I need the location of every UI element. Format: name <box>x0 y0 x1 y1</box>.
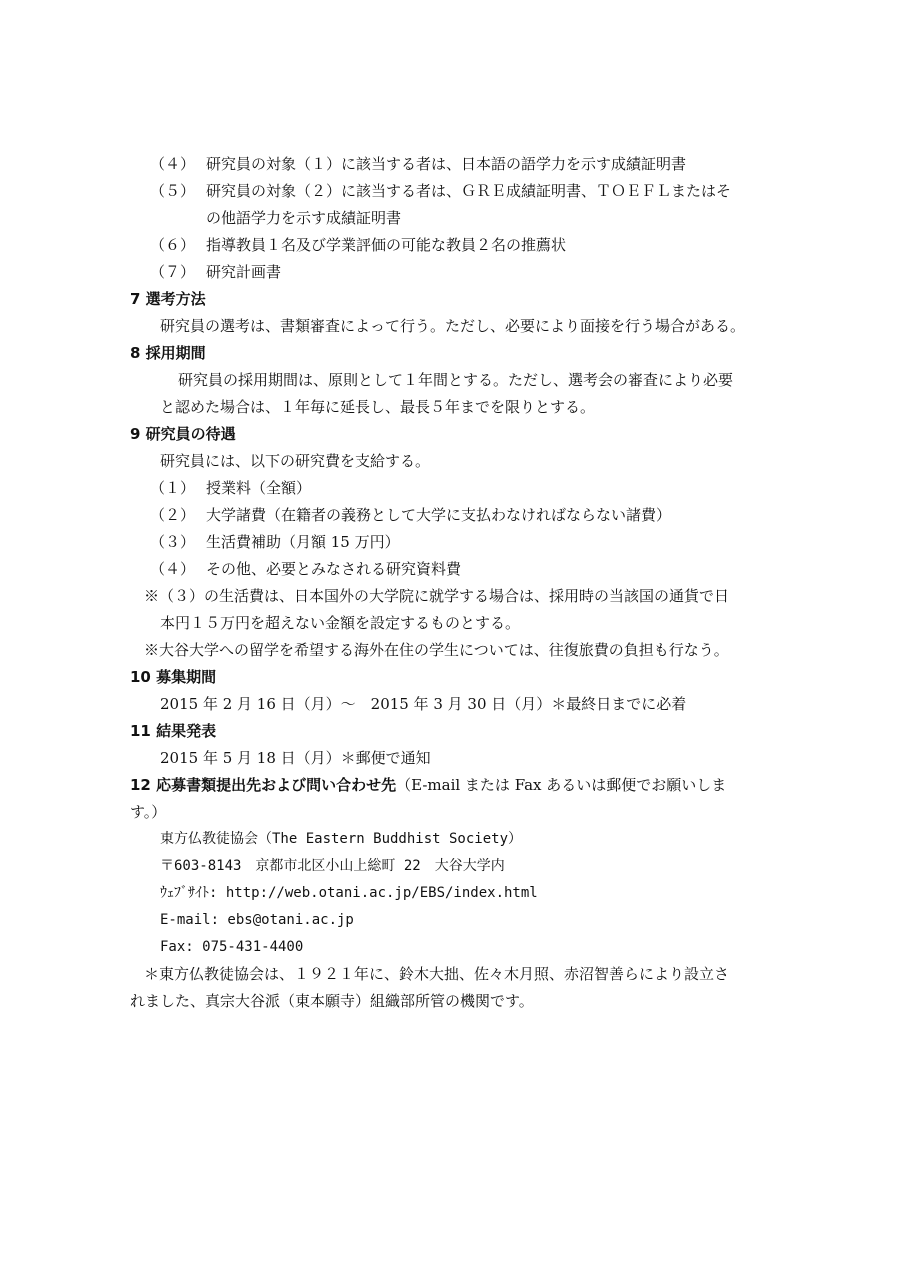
footnote-text: れました、真宗大谷派（東本願寺）組織部所管の機関です。 <box>130 992 534 1010</box>
item-text: 大学諸費（在籍者の義務として大学に支払わなければならない諸費） <box>206 506 672 524</box>
list-item <box>150 478 311 498</box>
footnote-text: ＊東方仏教徒協会は、１９２１年に、鈴木大拙、佐々木月照、赤沼智善らにより設立さ <box>144 965 730 983</box>
item-text: 研究計画書 <box>206 263 282 281</box>
item-number: （１） <box>150 479 196 497</box>
section-heading-row <box>130 775 726 795</box>
item-number: （４） <box>150 155 196 173</box>
list-item <box>150 154 686 174</box>
section-body: 研究員の選考は、書類審査によって行う。ただし、必要により面接を行う場合がある。 <box>160 317 746 335</box>
list-item <box>150 505 671 525</box>
section-heading-period: 8 採用期間 <box>130 344 206 362</box>
section-body: 研究員には、以下の研究費を支給する。 <box>160 452 431 470</box>
item-number: （６） <box>150 236 196 254</box>
website-line: ｳｪﾌﾞｻｲﾄ: http://web.otani.ac.jp/EBS/index.html <box>160 885 538 901</box>
postal-address: 〒603-8143 京都市北区小山上総町 22 大谷大学内 <box>160 858 505 874</box>
item-number: （５） <box>150 182 196 200</box>
section-body: と認めた場合は、１年毎に延長し、最長５年までを限りとする。 <box>160 398 596 416</box>
list-item <box>150 262 281 282</box>
item-text: 授業料（全額） <box>206 479 312 497</box>
section-heading-results: 11 結果発表 <box>130 722 217 740</box>
item-text: 生活費補助（月額 15 万円） <box>206 533 400 551</box>
note-text: ※（３）の生活費は、日本国外の大学院に就学する場合は、採用時の当該国の通貨で日 <box>144 587 730 605</box>
section-body: 2015 年 5 月 18 日（月）＊郵便で通知 <box>160 749 431 767</box>
item-number: （２） <box>150 506 196 524</box>
list-item <box>150 532 400 552</box>
list-item <box>150 559 461 579</box>
item-number: （４） <box>150 560 196 578</box>
organization-name: 東方仏教徒協会（The Eastern Buddhist Society） <box>160 831 523 847</box>
item-number: （３） <box>150 533 196 551</box>
section-heading-treatment: 9 研究員の待遇 <box>130 425 236 443</box>
item-text: 指導教員１名及び学業評価の可能な教員２名の推薦状 <box>206 236 567 254</box>
section-heading-selection: 7 選考方法 <box>130 290 206 308</box>
list-item <box>150 235 566 255</box>
fax-line: Fax: 075-431-4400 <box>160 939 304 955</box>
item-number: （７） <box>150 263 196 281</box>
heading-note: （E-mail または Fax あるいは郵便でお願いしま <box>396 776 727 794</box>
list-item <box>150 181 731 201</box>
note-text: ※大谷大学への留学を希望する海外在住の学生については、往復旅費の負担も行なう。 <box>144 641 729 659</box>
section-heading-contact: 12 応募書類提出先および問い合わせ先 <box>130 776 397 794</box>
item-text-continued: の他語学力を示す成績証明書 <box>206 209 402 227</box>
item-text: 研究員の対象（１）に該当する者は、日本語の語学力を示す成績証明書 <box>206 155 687 173</box>
note-text: 本円１５万円を超えない金額を設定するものとする。 <box>160 614 521 632</box>
email-line: E-mail: ebs@otani.ac.jp <box>160 912 354 928</box>
section-body: 研究員の採用期間は、原則として１年間とする。ただし、選考会の審査により必要 <box>178 371 734 389</box>
section-heading-recruitment: 10 募集期間 <box>130 668 217 686</box>
item-text: 研究員の対象（２）に該当する者は、ＧＲＥ成績証明書、ＴＯＥＦＬまたはそ <box>206 182 732 200</box>
item-text: その他、必要とみなされる研究資料費 <box>206 560 462 578</box>
heading-note-continued: す。） <box>130 803 167 821</box>
section-body: 2015 年 2 月 16 日（月）〜 2015 年 3 月 30 日（月）＊最終日までに必着 <box>160 695 687 713</box>
